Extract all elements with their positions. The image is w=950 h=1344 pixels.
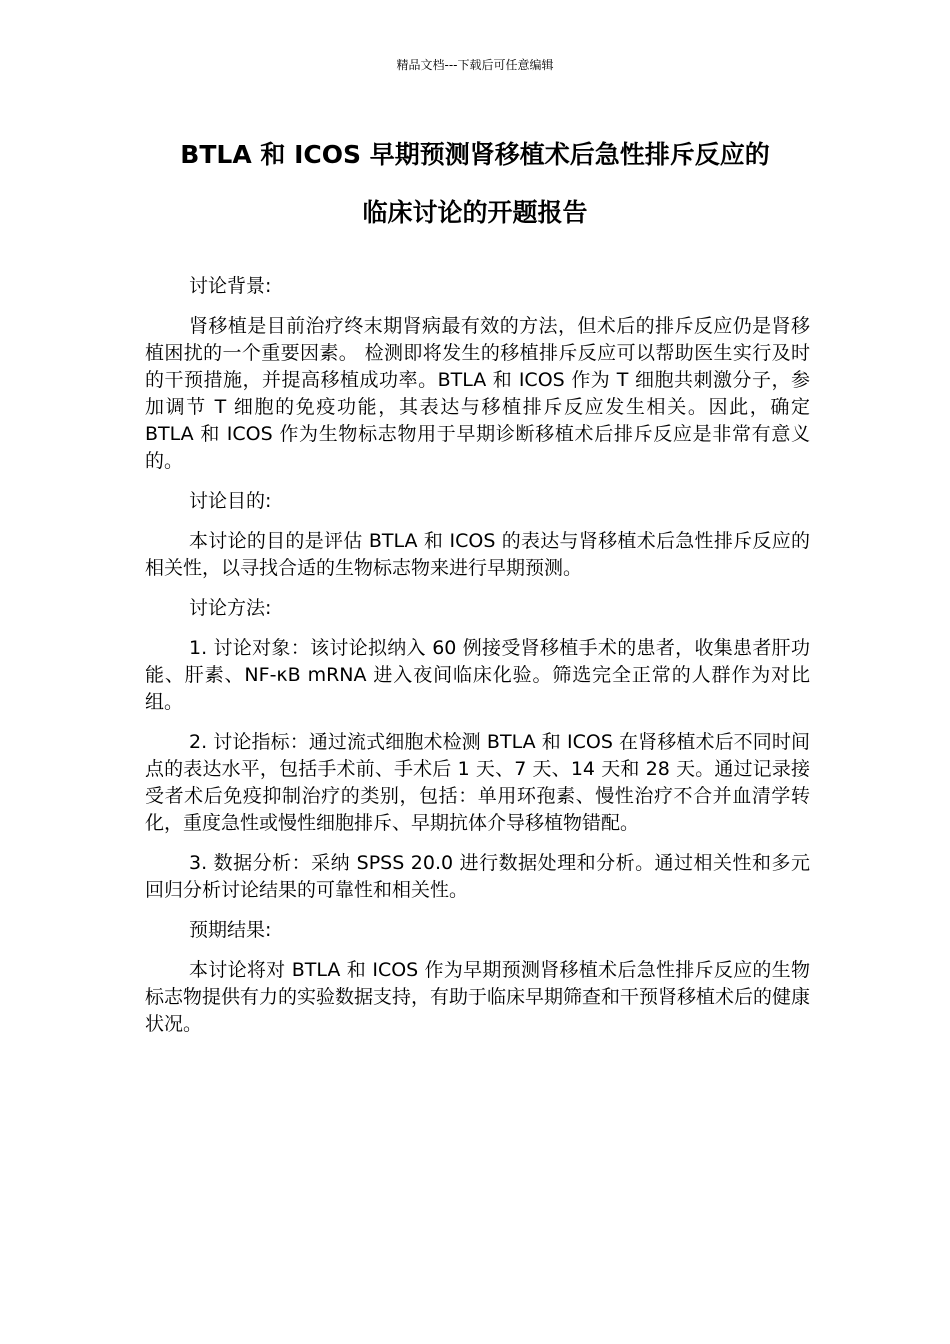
methods-heading: 讨论方法: [189,597,272,619]
method-item-1: 1. 讨论对象：该讨论拟纳入 60 例接受肾移植手术的患者，收集患者肝功能、肝素、NF-κB mRNA 进入夜间临床化验。筛选完全正常的人群作为对比组。 [145,637,810,713]
header-note: 精品文档---下载后可任意编辑 [396,58,554,72]
background-heading: 讨论背景: [189,275,272,297]
background-paragraph: 肾移植是目前治疗终末期肾病最有效的方法，但术后的排斥反应仍是肾移植困扰的一个重要因素。 检测即将发生的移植排斥反应可以帮助医生实行及时的干预措施，并提高移植成功率。BTLA 和 ICOS 作为 T 细胞共刺激分子，参加调节 T 细胞的免疫功能，其表达与移植排斥反应发生相关。因此，确定 BTLA 和 ICOS 作为生物标志物用于早期诊断移植术后排斥反应是非常有意义的。 [145,315,810,472]
method-item-2: 2. 讨论指标：通过流式细胞术检测 BTLA 和 ICOS 在肾移植术后不同时间点的表达水平，包括手术前、手术后 1 天、7 天、14 天和 28 天。通过记录接受者术后免疫抑制治疗的类别，包括：单用环孢素、慢性治疗不合并血清学转化，重度急性或慢性细胞排斥、早期抗体介导移植物错配。 [145,731,810,834]
document-body [145,273,810,1051]
method-item-3: 3. 数据分析：采纳 SPSS 20.0 进行数据处理和分析。通过相关性和多元回归分析讨论结果的可靠性和相关性。 [145,852,810,901]
document-title-line-2: 临床讨论的开题报告 [362,198,588,227]
purpose-heading: 讨论目的: [189,490,272,512]
results-heading: 预期结果: [189,919,272,941]
results-paragraph: 本讨论将对 BTLA 和 ICOS 作为早期预测肾移植术后急性排斥反应的生物标志物提供有力的实验数据支持，有助于临床早期筛查和干预肾移植术后的健康状况。 [145,959,811,1035]
purpose-paragraph: 本讨论的目的是评估 BTLA 和 ICOS 的表达与肾移植术后急性排斥反应的相关性，以寻找合适的生物标志物来进行早期预测。 [145,530,810,579]
document-title-line-1: BTLA 和 ICOS 早期预测肾移植术后急性排斥反应的 [180,140,770,169]
